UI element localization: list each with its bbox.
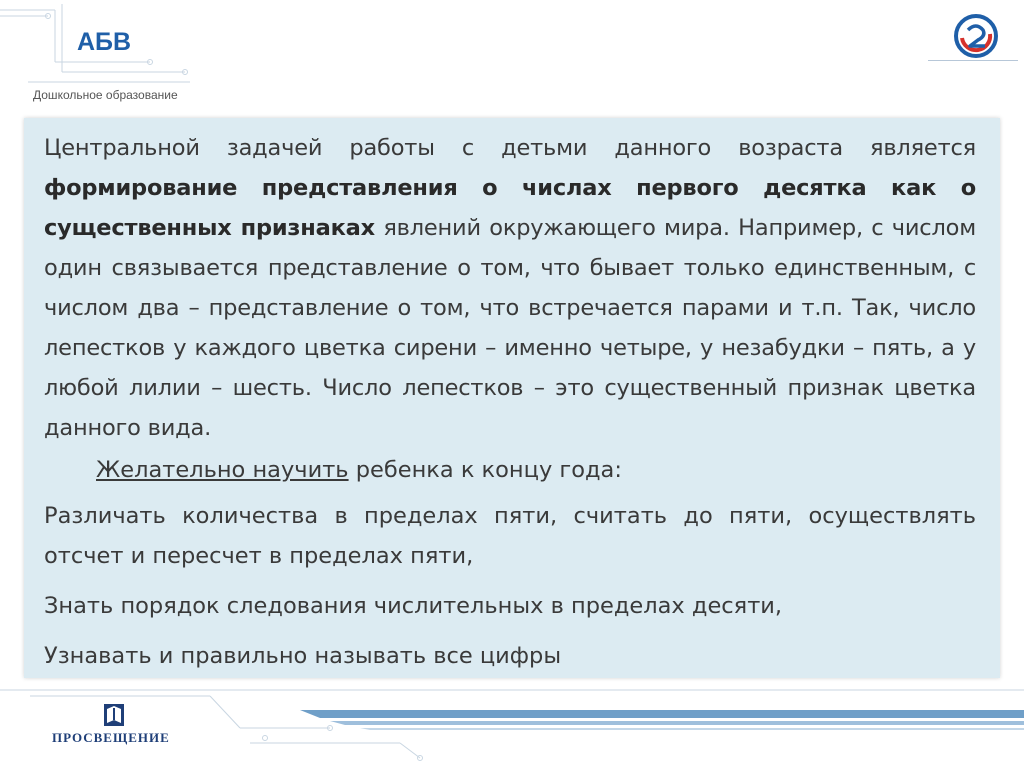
abv-logo: АБВ — [77, 28, 132, 56]
goal-line — [96, 450, 976, 490]
goal-underlined: Желательно научить — [96, 457, 349, 483]
paragraph-text-1: Центральной задачей работы с детьми данного возраста является — [44, 135, 976, 161]
content-panel — [24, 118, 1000, 678]
paragraph-text-2: явлений окружающего мира. Например, с числом один связывается представление о том, что бывает только единственным, с числом два – представление о том, что встречается парами и т.п. Так, число лепестков у каждого цветка сирени – именно четыре, у незабудки – пять, а у любой лилии – шесть. Число лепестков – это существенный признак цветка данного вида. — [44, 215, 976, 441]
emblem-icon — [952, 12, 1000, 60]
footer-decoration — [0, 688, 1024, 768]
main-paragraph — [44, 128, 976, 448]
goal-rest: ребенка к концу года: — [348, 457, 622, 483]
list-item: Узнавать и правильно называть все цифры — [44, 643, 562, 669]
prosveshchenie-logo-icon — [103, 703, 125, 727]
paragraph-bold-text: формирование представления о числах первого десятка как о существенных признаках — [44, 175, 976, 241]
header-divider — [928, 60, 1018, 61]
prosveshchenie-label: ПРОСВЕЩЕНИЕ — [52, 730, 170, 745]
list-item: Различать количества в пределах пяти, считать до пяти, осуществлять отсчет и пересчет в пределах пяти, — [44, 503, 976, 569]
list-item: Знать порядок следования числительных в пределах десяти, — [44, 593, 783, 619]
header-subtitle: Дошкольное образование — [33, 88, 178, 102]
